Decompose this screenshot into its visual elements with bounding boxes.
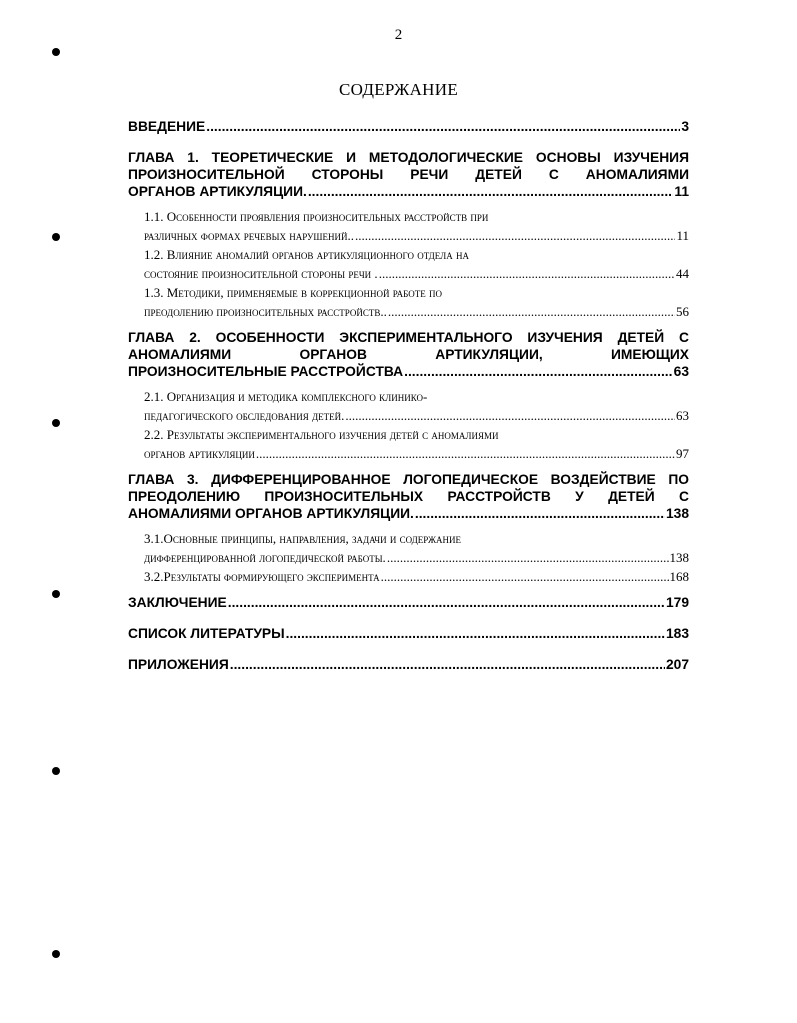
margin-dot — [52, 950, 60, 958]
toc-entry-section-1-3[interactable] — [144, 283, 689, 321]
toc-entry-title: 1.1. Особенности проявления произносительных расстройств при — [144, 209, 489, 224]
toc-entry-page: 138 — [669, 550, 689, 565]
toc-entry-title: СПИСОК ЛИТЕРАТУРЫ — [128, 626, 285, 641]
toc-entry-section-2-2[interactable] — [144, 425, 689, 463]
margin-dot — [52, 590, 60, 598]
toc-entry-title: АНОМАЛИЯМИ ОРГАНОВ АРТИКУЛЯЦИИ, ИМЕЮЩИХ — [128, 347, 689, 362]
toc-entry-title: 1.3. Методики, применяемые в коррекционной работе по — [144, 285, 442, 300]
toc-entry-page: 11 — [674, 184, 689, 199]
toc-entry-title: 2.2. Результаты экспериментального изучения детей с аномалиями — [144, 427, 499, 442]
dot-leader — [381, 567, 669, 586]
toc-entry-title: ЗАКЛЮЧЕНИЕ — [128, 595, 227, 610]
dot-leader — [308, 183, 674, 200]
toc-entry-chapter-1[interactable] — [128, 149, 689, 200]
toc-entry-section-1-1[interactable] — [144, 207, 689, 245]
toc-entry-title: состояние произносительной стороны речи . — [144, 266, 378, 281]
dot-leader — [387, 548, 669, 567]
toc-entry-title: ГЛАВА 2. ОСОБЕННОСТИ ЭКСПЕРИМЕНТАЛЬНОГО ИЗУЧЕНИЯ ДЕТЕЙ С — [128, 330, 689, 345]
dot-leader — [388, 302, 675, 321]
margin-dot — [52, 48, 60, 56]
toc-entry-appendix[interactable] — [128, 656, 689, 673]
dot-leader — [206, 118, 680, 135]
dot-leader — [228, 594, 665, 611]
toc-entry-page: 11 — [676, 228, 689, 243]
toc-entry-title: органов артикуляции — [144, 446, 255, 461]
toc-entry-conclusion[interactable] — [128, 594, 689, 611]
toc-entry-section-2-1[interactable] — [144, 387, 689, 425]
dot-leader — [415, 505, 665, 522]
toc-entry-section-3-1[interactable] — [144, 529, 689, 567]
toc-entry-title: 2.1. Организация и методика комплексного клинико- — [144, 389, 428, 404]
toc-entry-page: 44 — [676, 266, 689, 281]
toc-entry-section-3-2[interactable] — [144, 567, 689, 586]
toc-entry-page: 56 — [676, 304, 689, 319]
dot-leader — [355, 226, 676, 245]
dot-leader — [379, 264, 675, 283]
toc-entry-intro[interactable] — [128, 118, 689, 135]
toc-heading: СОДЕРЖАНИЕ — [338, 80, 459, 99]
margin-dot — [52, 233, 60, 241]
toc-entry-page: 183 — [665, 626, 689, 641]
dot-leader — [256, 444, 675, 463]
toc-entry-chapter-2[interactable] — [128, 329, 689, 380]
toc-entry-page: 207 — [665, 657, 689, 672]
toc-entry-page: 63 — [676, 408, 689, 423]
toc-entry-title: 1.2. Влияние аномалий органов артикуляционного отдела на — [144, 247, 470, 262]
dot-leader — [230, 656, 665, 673]
toc-entry-page: 97 — [676, 446, 689, 461]
toc-entry-title: ПРОИЗНОСИТЕЛЬНОЙ СТОРОНЫ РЕЧИ ДЕТЕЙ С АНОМАЛИЯМИ — [128, 167, 689, 182]
toc-entry-title: ГЛАВА 1. ТЕОРЕТИЧЕСКИЕ И МЕТОДОЛОГИЧЕСКИЕ ОСНОВЫ ИЗУЧЕНИЯ — [128, 150, 689, 165]
toc-entry-title: ПРЕОДОЛЕНИЮ ПРОИЗНОСИТЕЛЬНЫХ РАССТРОЙСТВ У ДЕТЕЙ С — [128, 489, 689, 504]
toc-entry-title: АНОМАЛИЯМИ ОРГАНОВ АРТИКУЛЯЦИИ. — [128, 506, 414, 521]
toc-entry-chapter-3[interactable] — [128, 471, 689, 522]
toc-entry-page: 63 — [673, 364, 689, 379]
toc-entry-references[interactable] — [128, 625, 689, 642]
table-of-contents — [128, 118, 689, 687]
toc-entry-page: 168 — [669, 569, 689, 584]
toc-entry-title: ОРГАНОВ АРТИКУЛЯЦИИ. — [128, 184, 307, 199]
dot-leader — [404, 363, 673, 380]
toc-entry-title: ПРИЛОЖЕНИЯ — [128, 657, 229, 672]
page-number: 2 — [394, 27, 403, 43]
toc-entry-title: преодолению произносительных расстройств.. — [144, 304, 387, 319]
margin-dot — [52, 419, 60, 427]
toc-entry-title: ПРОИЗНОСИТЕЛЬНЫЕ РАССТРОЙСТВА — [128, 364, 404, 379]
toc-entry-section-1-2[interactable] — [144, 245, 689, 283]
toc-entry-page: 3 — [681, 119, 689, 134]
toc-entry-page: 138 — [665, 506, 689, 521]
toc-entry-page: 179 — [665, 595, 689, 610]
dot-leader — [345, 406, 675, 425]
toc-entry-title: 3.2.Результаты формирующего эксперимента — [144, 569, 380, 584]
toc-entry-title: дифференцированной логопедической работы. — [144, 550, 386, 565]
toc-entry-title: 3.1.Основные принципы, направления, задачи и содержание — [144, 531, 462, 546]
margin-dot — [52, 767, 60, 775]
dot-leader — [286, 625, 665, 642]
toc-entry-title: ВВЕДЕНИЕ — [128, 119, 206, 134]
toc-entry-title: педагогического обследования детей. — [144, 408, 345, 423]
toc-entry-title: различных формах речевых нарушений.. — [144, 228, 354, 243]
toc-entry-title: ГЛАВА 3. ДИФФЕРЕНЦИРОВАННОЕ ЛОГОПЕДИЧЕСКОЕ ВОЗДЕЙСТВИЕ ПО — [128, 472, 689, 487]
